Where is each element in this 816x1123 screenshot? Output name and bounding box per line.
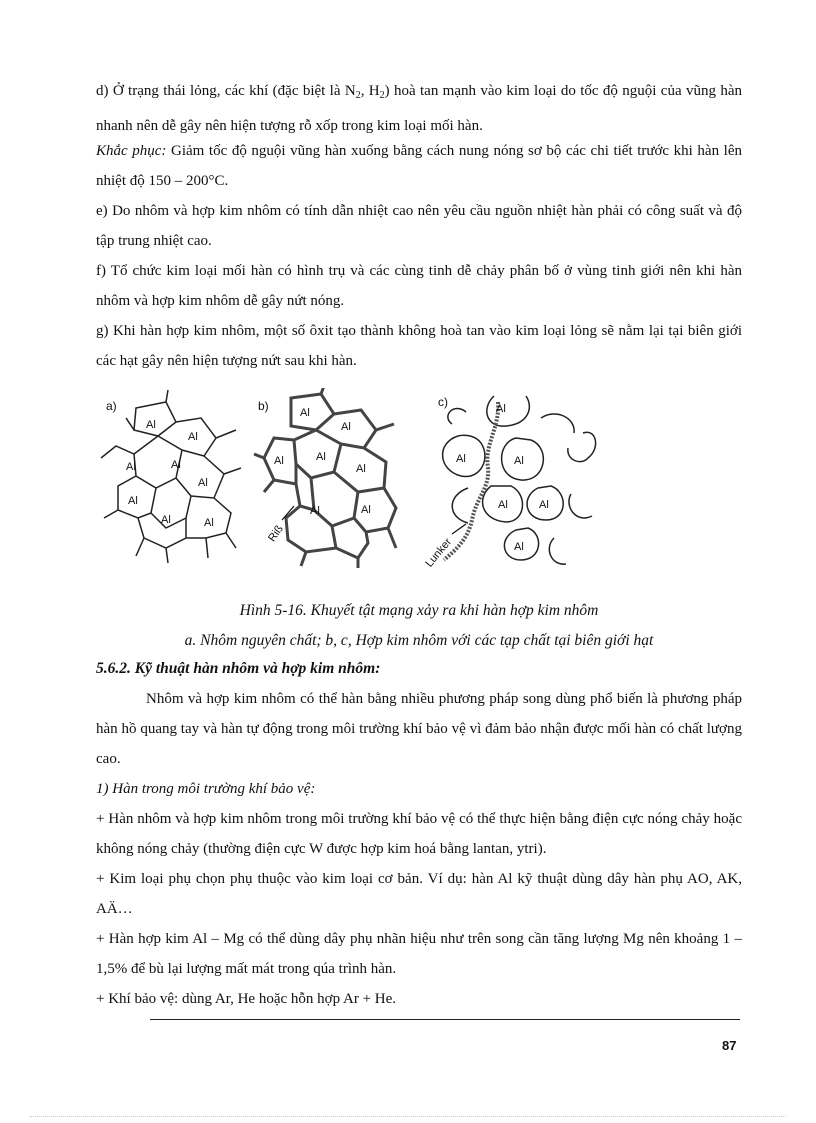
grain-structure-figure bbox=[96, 388, 616, 578]
panel-b bbox=[254, 388, 396, 568]
paragraph-d: d) Ở trạng thái lỏng, các khí (đặc biệt là $N_2$, $H_2$) hoà tan mạnh vào kim loại do tốc độ nguội của vũng hàn nhanh nên dễ gây nên hiện tượng rỗ xốp trong kim loại mối hàn. bbox=[96, 83, 742, 134]
al-label: Al bbox=[146, 419, 156, 431]
al-label: Al bbox=[126, 461, 136, 473]
footer-rule bbox=[150, 1019, 740, 1020]
panel-b-label: b) bbox=[258, 399, 269, 413]
al-label: Al bbox=[514, 541, 524, 553]
section-intro: Nhôm và hợp kim nhôm có thể hàn bằng nhiều phương pháp song dùng phổ biến là phương pháp hàn hồ quang tay và hàn tự động trong môi trường khí bảo vệ vì đảm bảo nhận được mối hàn có chất lượng cao. bbox=[96, 691, 742, 767]
al-label: Al bbox=[361, 504, 371, 516]
lunker-label: Lunker bbox=[423, 536, 455, 570]
panel-a bbox=[101, 390, 241, 563]
paragraph-g: g) Khi hàn hợp kim nhôm, một số ôxit tạo thành không hoà tan vào kim loại lỏng sẽ nằm lại tại biên giới các hạt gây nên hiện tượng nứt sau khi hàn. bbox=[96, 323, 742, 369]
bullet-2: + Kim loại phụ chọn phụ thuộc vào kim loại cơ bản. Ví dụ: hàn Al kỹ thuật dùng dây hàn phụ AO, AK, AÄ… bbox=[96, 871, 742, 917]
al-label: Al bbox=[188, 431, 198, 443]
subsection-heading: 1) Hàn trong môi trường khí bảo vệ: bbox=[96, 781, 316, 797]
panel-c-label: c) bbox=[438, 395, 448, 409]
paragraph-e: e) Do nhôm và hợp kim nhôm có tính dẫn nhiệt cao nên yêu cầu nguồn nhiệt hàn phải có công suất và độ tập trung nhiệt cao. bbox=[96, 203, 742, 249]
al-label: Al bbox=[171, 459, 181, 471]
al-label: Al bbox=[539, 499, 549, 511]
al-label: Al bbox=[316, 451, 326, 463]
al-label: Al bbox=[310, 505, 320, 517]
al-label: Al bbox=[498, 499, 508, 511]
figure-caption-title: Hình 5-16. Khuyết tật mạng xảy ra khi hàn hợp kim nhôm bbox=[239, 602, 599, 619]
section-heading: 5.6.2. Kỹ thuật hàn nhôm và hợp kim nhôm: bbox=[96, 660, 381, 677]
al-label: Al bbox=[300, 407, 310, 419]
crack-label: Riß bbox=[266, 523, 286, 545]
al-label: Al bbox=[456, 453, 466, 465]
lunker-arrow bbox=[452, 524, 466, 534]
fix-label: Khắc phục: bbox=[96, 143, 167, 159]
figure-caption-subtitle: a. Nhôm nguyên chất; b, c, Hợp kim nhôm với các tạp chất tại biên giới hạt bbox=[184, 632, 654, 649]
al-label: Al bbox=[128, 495, 138, 507]
bullet-1: + Hàn nhôm và hợp kim nhôm trong môi trường khí bảo vệ có thể thực hiện bằng điện cực nóng chảy hoặc không nóng chảy (thường điện cực W được hợp kim hoá bằng lantan, ytri). bbox=[96, 811, 742, 857]
panel-c bbox=[423, 395, 595, 570]
al-label: Al bbox=[204, 517, 214, 529]
panel-a-label: a) bbox=[106, 399, 117, 413]
al-label: Al bbox=[496, 403, 506, 415]
al-label: Al bbox=[161, 514, 171, 526]
page-edge bbox=[30, 1116, 786, 1117]
al-label: Al bbox=[198, 477, 208, 489]
al-label: Al bbox=[514, 455, 524, 467]
al-label: Al bbox=[356, 463, 366, 475]
paragraph-f: f) Tổ chức kim loại mối hàn có hình trụ và các cùng tinh dễ chảy phân bố ở vùng tinh giới nên khi hàn nhôm và hợp kim nhôm dễ gây nứt nóng. bbox=[96, 263, 742, 309]
page-number: 87 bbox=[722, 1038, 737, 1053]
al-label: Al bbox=[341, 421, 351, 433]
bullet-3: + Hàn hợp kim Al – Mg có thể dùng dây phụ nhãn hiệu như trên song cần tăng lượng Mg nên khoảng 1 – 1,5% để bù lại lượng mất mát trong qúa trình hàn. bbox=[96, 931, 742, 977]
paragraph-d-fix: Khắc phục: Giảm tốc độ nguội vũng hàn xuống bằng cách nung nóng sơ bộ các chi tiết trước khi hàn lên nhiệt độ 150 – 200°C. bbox=[96, 143, 742, 189]
al-label: Al bbox=[274, 455, 284, 467]
bullet-4: + Khí bảo vệ: dùng Ar, He hoặc hỗn hợp Ar + He. bbox=[96, 991, 397, 1007]
